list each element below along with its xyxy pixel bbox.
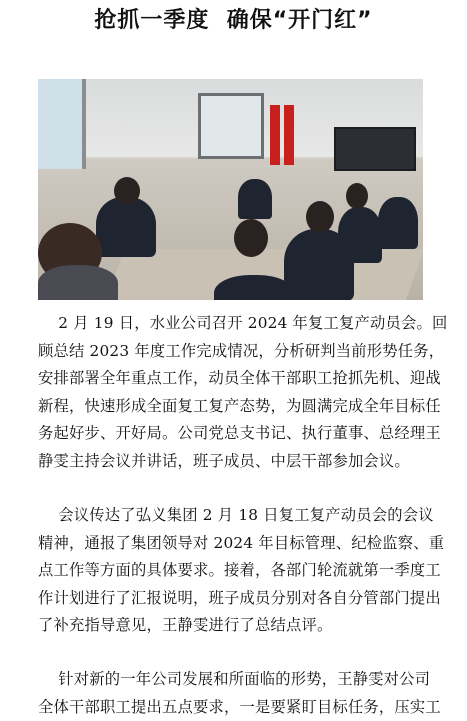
- photo-flag: [270, 105, 280, 165]
- photo-window: [38, 79, 86, 169]
- paragraph-line: 2 月 19 日，水业公司召开 2024 年复工复产动员会。回: [38, 310, 448, 338]
- paragraph-line: 针对新的一年公司发展和所面临的形势，王静雯对公司: [38, 666, 430, 694]
- photo-person-head: [306, 201, 334, 233]
- paragraph-line: 作计划进行了汇报说明，班子成员分别对各自分管部门提出: [38, 585, 441, 613]
- paragraph-line: 顾总结 2023 年度工作完成情况，分析研判当前形势任务，: [38, 338, 444, 366]
- paragraph-line: 精神，通报了集团领导对 2024 年目标管理、纪检监察、重: [38, 530, 444, 558]
- photo-person: [378, 197, 418, 249]
- paragraph-line: 静雯主持会议并讲话，班子成员、中层干部参加会议。: [38, 448, 410, 476]
- photo-person: [214, 275, 294, 300]
- photo-person: [38, 265, 118, 300]
- paragraph-line: 点工作等方面的具体要求。接着，各部门轮流就第一季度工: [38, 557, 441, 585]
- paragraph-line: 务起好步、开好局。公司党总支书记、执行董事、总经理王: [38, 420, 441, 448]
- paragraph-line: 会议传达了弘义集团 2 月 18 日复工复产动员会的会议: [38, 502, 434, 530]
- paragraph-line: 安排部署全年重点工作，动员全体干部职工抢抓先机、迎战: [38, 365, 441, 393]
- photo-person-head: [114, 177, 140, 205]
- photo-person-head: [234, 219, 268, 257]
- photo-screen: [334, 127, 416, 171]
- photo-person: [96, 197, 156, 257]
- photo-person-head: [346, 183, 368, 209]
- photo-flag: [284, 105, 294, 165]
- photo-window: [198, 93, 264, 159]
- paragraph-line: 全体干部职工提出五点要求，一是要紧盯目标任务，压实工: [38, 694, 441, 721]
- photo-person: [238, 179, 272, 219]
- paragraph-line: 了补充指导意见，王静雯进行了总结点评。: [38, 612, 332, 640]
- paragraph-line: 新程，快速形成全面复工复产态势，为圆满完成全年目标任: [38, 393, 441, 421]
- photo-person: [338, 207, 382, 263]
- article-title: 抢抓一季度 确保“开门红”: [0, 6, 467, 36]
- meeting-photo: [38, 79, 423, 300]
